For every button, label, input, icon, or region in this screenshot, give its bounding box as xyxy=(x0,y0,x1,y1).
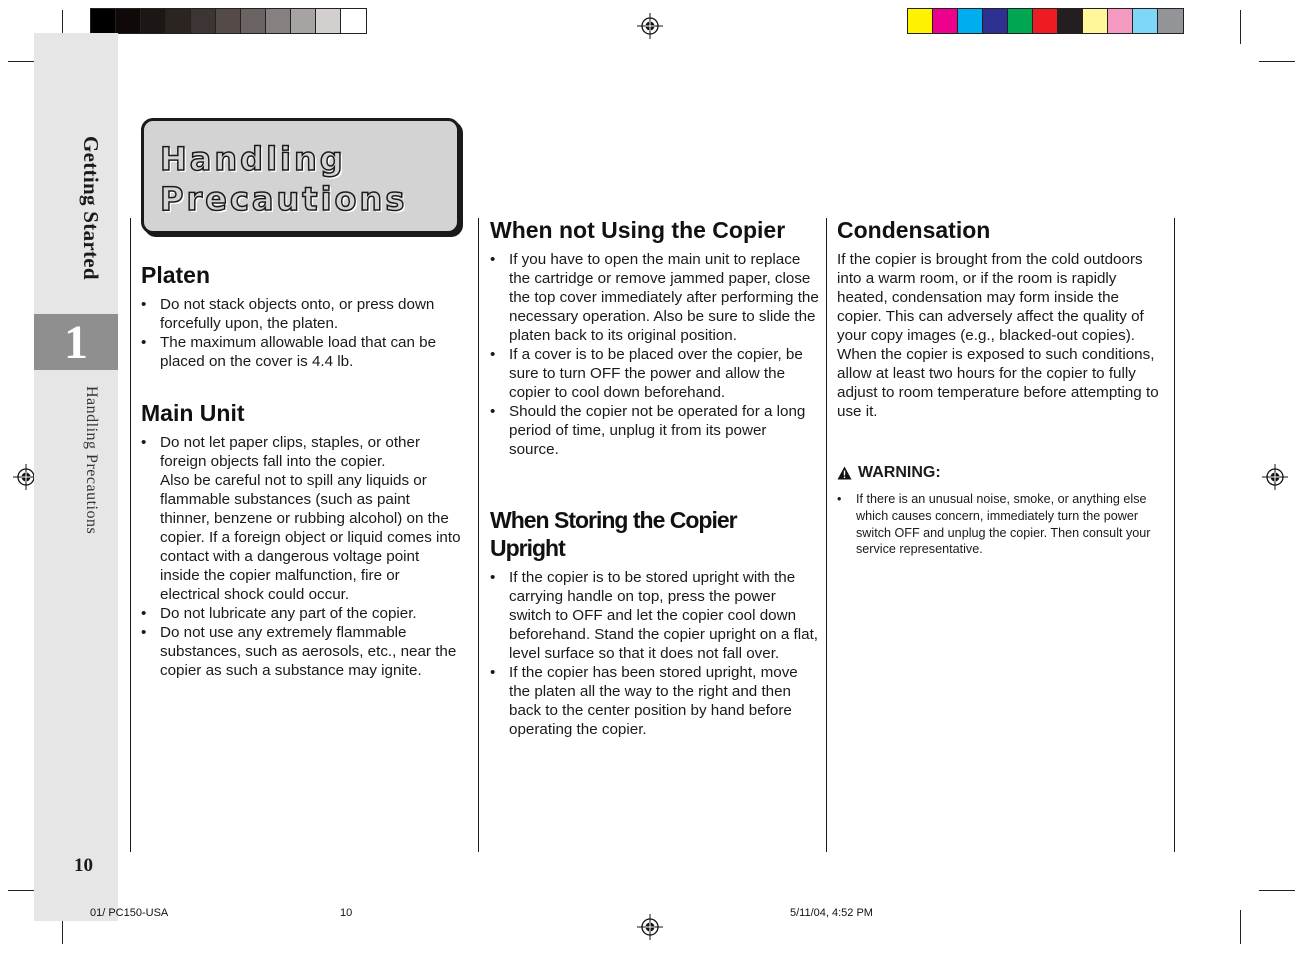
warning-list xyxy=(837,491,1161,558)
page-title-line-2: Precautions xyxy=(160,180,408,218)
color-swatch xyxy=(1158,9,1183,33)
storing-heading-line-2: Upright xyxy=(490,535,565,561)
list-item: • If there is an unusual noise, smoke, or anything else which causes concern, immediately turn the power switch OFF and unplug the copier. Then consult your service representative. xyxy=(837,491,1161,558)
section-label: Getting Started xyxy=(79,136,103,280)
gray-swatch xyxy=(216,9,241,33)
color-swatch xyxy=(1033,9,1058,33)
warning-label xyxy=(837,464,941,482)
column-divider xyxy=(1174,218,1175,852)
list-item: • Should the copier not be operated for a long period of time, unplug it from its power source. xyxy=(490,402,820,459)
list-item: • The maximum allowable load that can be placed on the cover is 4.4 lb. xyxy=(141,333,461,371)
page-number: 10 xyxy=(74,855,93,876)
gray-swatch xyxy=(141,9,166,33)
gray-swatch xyxy=(266,9,291,33)
registration-mark-icon xyxy=(637,13,663,39)
gray-swatch xyxy=(116,9,141,33)
storing-list xyxy=(490,568,820,739)
list-item-text: Do not let paper clips, staples, or other foreign objects fall into the copier. xyxy=(160,434,421,470)
gray-swatch xyxy=(91,9,116,33)
platen-heading: Platen xyxy=(141,262,211,288)
subsection-label: Handling Precautions xyxy=(83,386,100,535)
crop-mark xyxy=(1240,10,1241,44)
list-item xyxy=(141,433,461,604)
list-item: • Do not use any extremely flammable substances, such as aerosols, etc., near the copier as such a substance may ignite. xyxy=(141,623,461,680)
column-divider xyxy=(826,218,827,852)
column-divider xyxy=(478,218,479,852)
gray-swatch xyxy=(316,9,341,33)
warning-triangle-icon xyxy=(837,466,852,480)
not-using-list xyxy=(490,250,820,459)
list-item-continuation: Also be careful not to spill any liquids or flammable substances (such as paint thinner, benzene or rubbing alcohol) on the copier. If a foreign object or liquid comes into contact with a dangerous voltage point inside the copier malfunction, fire or electrical shock could occur. xyxy=(160,472,461,603)
color-swatch xyxy=(1133,9,1158,33)
not-using-heading: When not Using the Copier xyxy=(490,217,786,243)
footer-datetime: 5/11/04, 4:52 PM xyxy=(790,907,873,919)
color-swatch xyxy=(1058,9,1083,33)
condensation-heading: Condensation xyxy=(837,217,991,243)
gray-swatch xyxy=(241,9,266,33)
storing-heading-line-1: When Storing the Copier xyxy=(490,507,737,533)
list-item: • Do not stack objects onto, or press down forcefully upon, the platen. xyxy=(141,295,461,333)
crop-mark xyxy=(1259,61,1295,62)
gray-swatch xyxy=(166,9,191,33)
grayscale-swatch-strip xyxy=(90,8,367,34)
gray-swatch xyxy=(291,9,316,33)
list-item: • If the copier has been stored upright, move the platen all the way to the right and then back to the center position by hand before operating the copier. xyxy=(490,663,820,739)
footer-file: 01/ PC150-USA xyxy=(90,907,169,919)
color-swatch xyxy=(1108,9,1133,33)
condensation-text: If the copier is brought from the cold outdoors into a warm room, or if the room is rapidly heated, condensation may form inside the copier. This can adversely affect the quality of your copy images (e.g., blacked-out copies). When the copier is exposed to such conditions, allow at least two hours for the copier to fully adjust to room temperature before attempting to use it. xyxy=(837,251,1159,420)
color-swatch xyxy=(908,9,933,33)
list-item: • If you have to open the main unit to replace the cartridge or remove jammed paper, close the top cover immediately after performing the necessary operation. Also be sure to slide the platen back to its original position. xyxy=(490,250,820,345)
registration-mark-icon xyxy=(637,914,663,940)
platen-list xyxy=(141,295,461,371)
gray-swatch xyxy=(191,9,216,33)
gray-swatch xyxy=(341,9,366,33)
warning-text-label: WARNING: xyxy=(858,464,941,481)
crop-mark xyxy=(1259,890,1295,891)
main-unit-heading: Main Unit xyxy=(141,400,245,426)
list-item: • If a cover is to be placed over the copier, be sure to turn OFF the power and allow the copier to cool down beforehand. xyxy=(490,345,820,402)
list-item: • If the copier is to be stored upright with the carrying handle on top, press the power switch to OFF and let the copier cool down beforehand. Stand the copier upright on a flat, level surface so that it does not fall over. xyxy=(490,568,820,663)
color-swatch xyxy=(1083,9,1108,33)
color-swatch xyxy=(933,9,958,33)
storing-heading xyxy=(490,506,737,562)
column-divider xyxy=(130,218,131,852)
margin-band xyxy=(34,33,118,921)
list-item: • Do not lubricate any part of the copier. xyxy=(141,604,461,623)
color-swatch xyxy=(958,9,983,33)
page-title-box xyxy=(141,118,460,234)
chapter-number: 1 xyxy=(64,316,88,369)
color-swatch xyxy=(983,9,1008,33)
main-unit-list xyxy=(141,433,461,680)
color-swatch-strip xyxy=(907,8,1184,34)
page-title-line-1: Handling xyxy=(160,140,346,178)
crop-mark xyxy=(1240,910,1241,944)
color-swatch xyxy=(1008,9,1033,33)
registration-mark-icon xyxy=(1262,464,1288,490)
footer-page: 10 xyxy=(340,907,353,919)
